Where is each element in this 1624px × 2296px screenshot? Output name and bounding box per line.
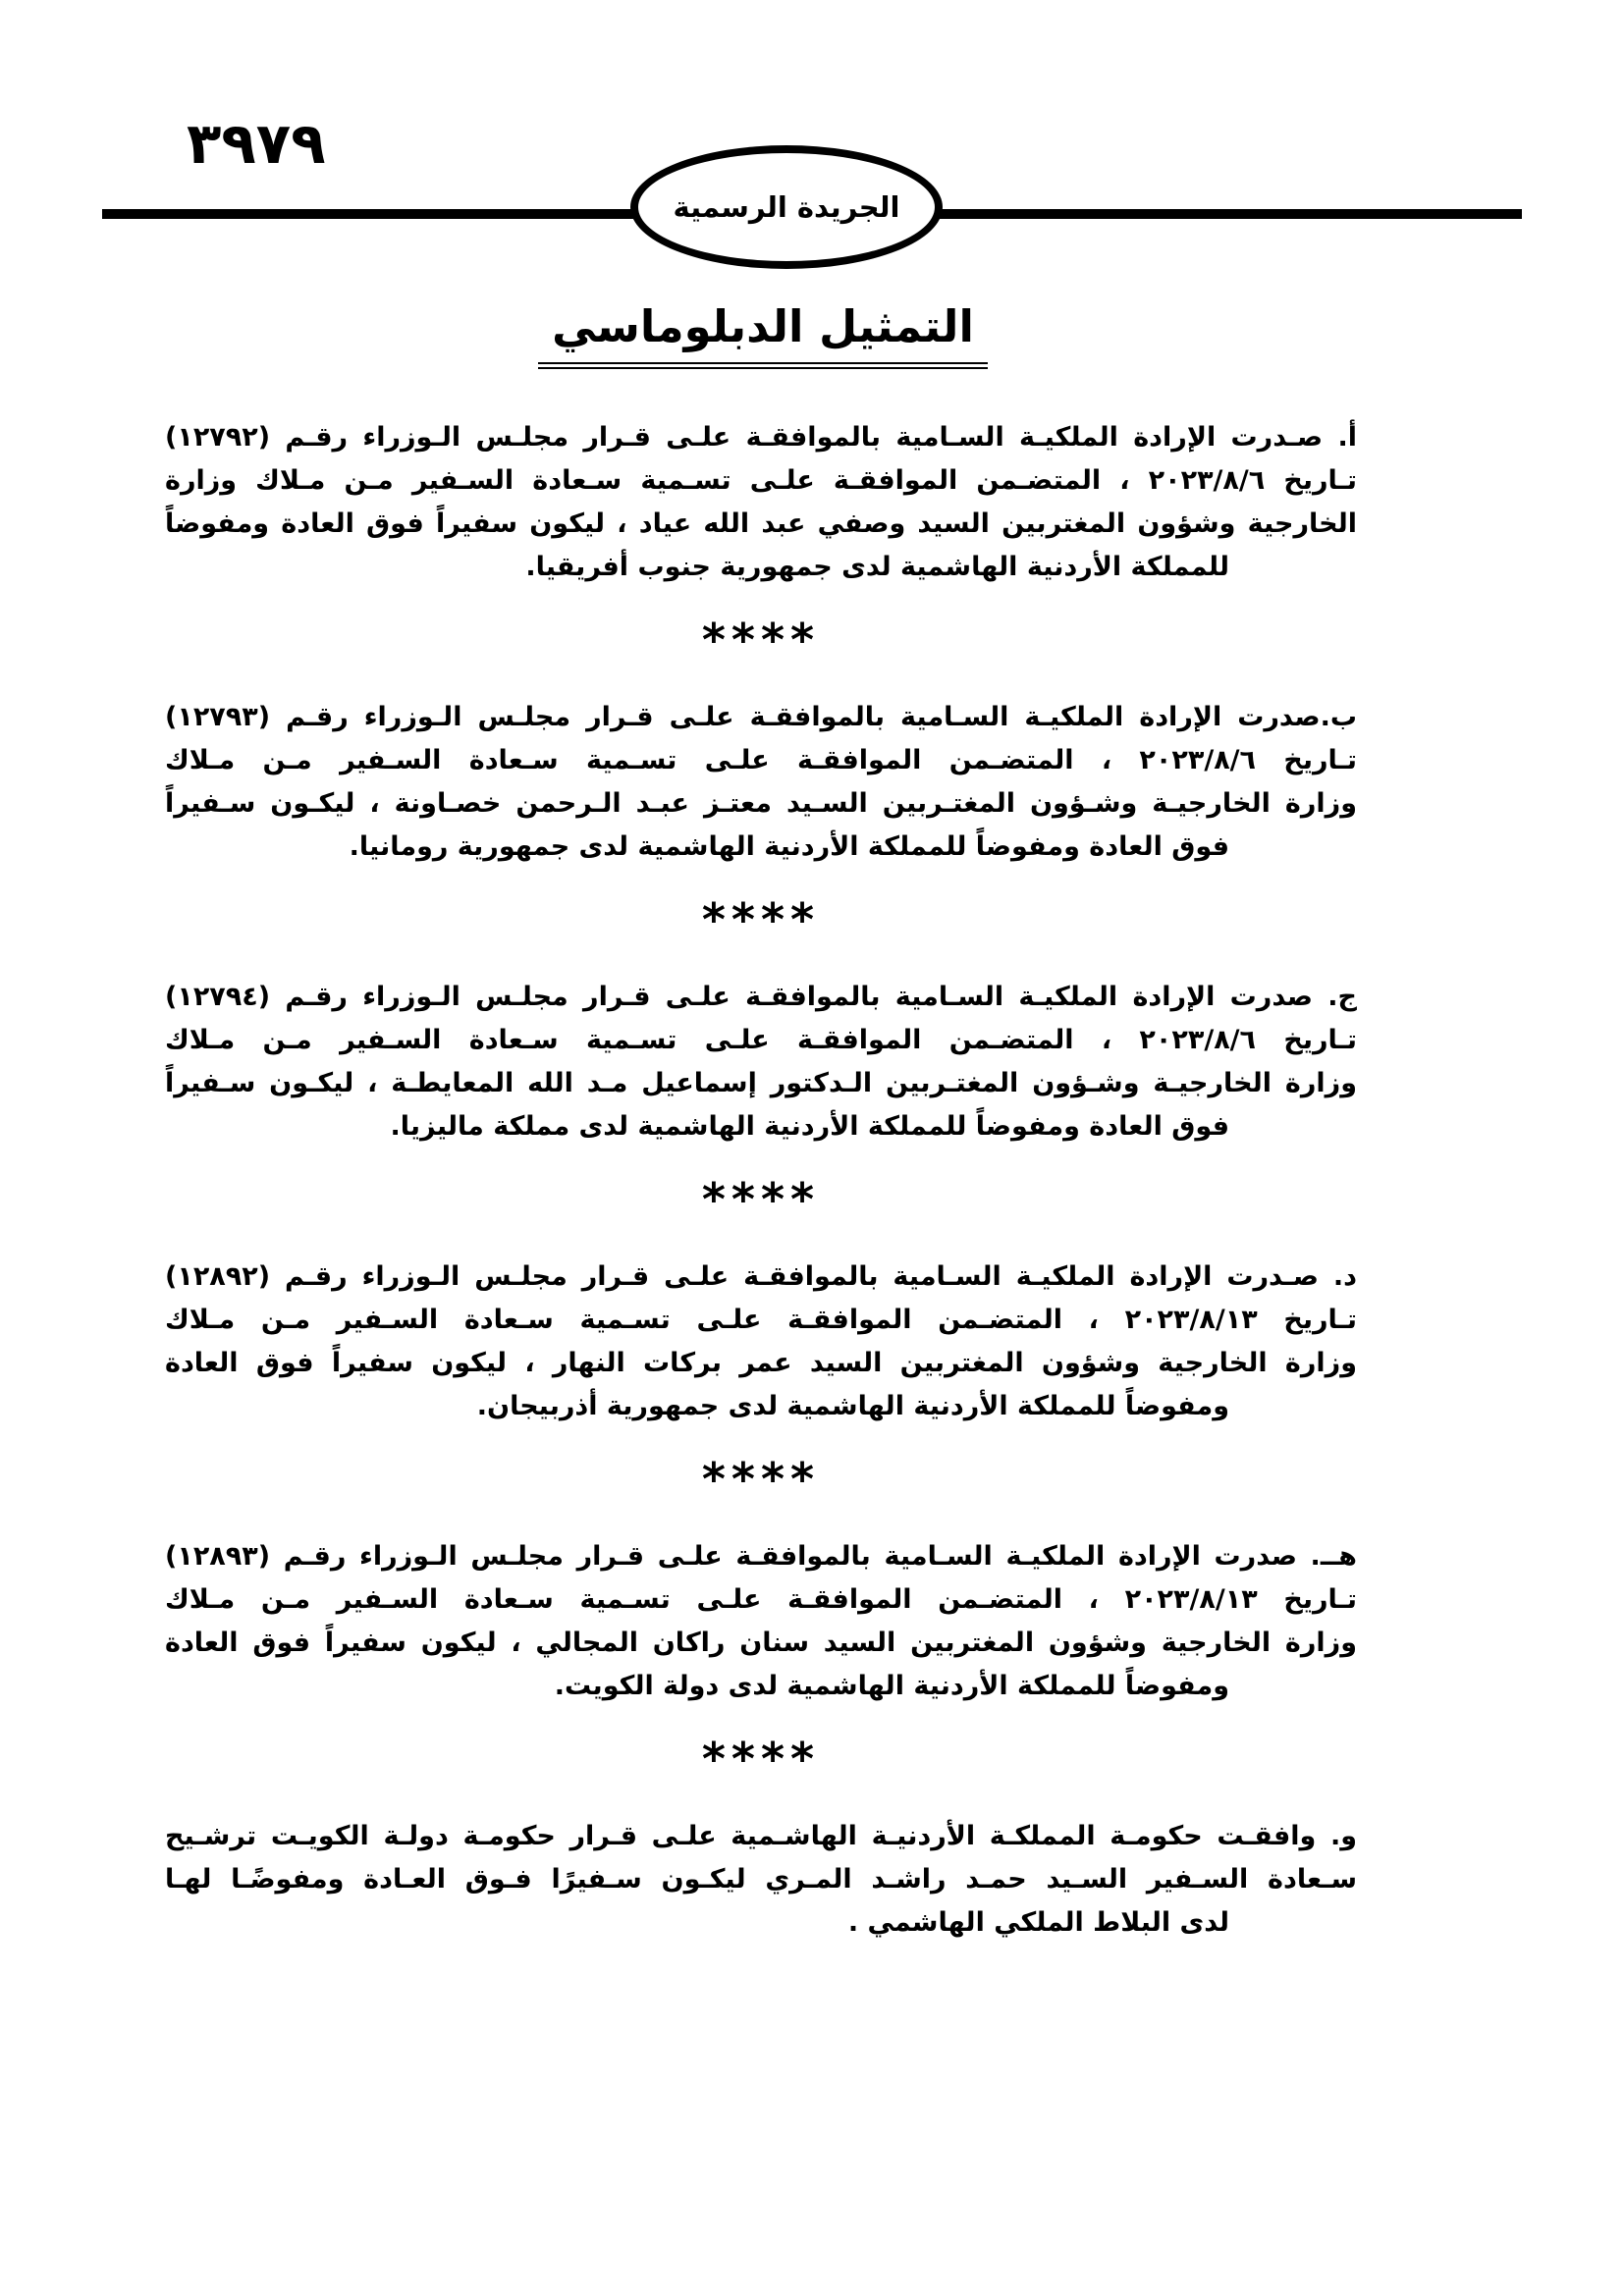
paragraph-d (165, 1255, 1357, 1428)
paragraph-line: تـاريخ ٢٠٢٣/٨/٦ ، المتضـمن الموافقـة علـى تسـمية سـعادة السـفير مـن مـلاك (165, 1025, 1357, 1055)
paragraph-h (165, 1535, 1357, 1708)
paragraph-line: ج. صدرت الإرادة الملكيـة السـامية بالموافقـة علـى قـرار مجلـس الـوزراء رقـم (١٢٧٩٤) (165, 982, 1357, 1012)
paragraph-w (165, 1815, 1357, 1945)
paragraph-line: و. وافقـت حكومـة المملكـة الأردنيـة الهاشـمية علـى قـرار حكومـة دولـة الكويـت ترشـيح (165, 1821, 1357, 1851)
paragraph-line: تـاريخ ٢٠٢٣/٨/٦ ، المتضـمن الموافقـة علـى تسـمية سـعادة السـفير مـن مـلاك وزارة (165, 465, 1357, 496)
paragraph-line: لدى البلاط الملكي الهاشمي . (847, 1907, 1229, 1938)
paragraph-line: ومفوضاً للمملكة الأردنية الهاشمية لدى دولة الكويت. (554, 1671, 1229, 1701)
paragraph-line: فوق العادة ومفوضاً للمملكة الأردنية الهاشمية لدى مملكة ماليزيا. (390, 1111, 1229, 1142)
paragraph-line: فوق العادة ومفوضاً للمملكة الأردنية الهاشمية لدى جمهورية رومانيا. (349, 831, 1229, 862)
paragraph-line: وزارة الخارجيـة وشـؤون المغتـربين السـيد معتـز عبـد الـرحمن خصـاونة ، ليكـون سـفيراً (165, 788, 1357, 819)
page-number: ٣٩٧٩ (187, 110, 326, 177)
page-title-row (0, 300, 1526, 369)
section-separator: **** (701, 898, 821, 941)
paragraph-line: للمملكة الأردنية الهاشمية لدى جمهورية جنوب أفريقيا. (525, 552, 1229, 582)
paragraph-line: أ. صـدرت الإرادة الملكيـة السـامية بالموافقـة علـى قـرار مجلـس الـوزراء رقـم (١٢٧٩٢) (165, 422, 1357, 453)
section-separator: **** (701, 618, 821, 662)
paragraph-b (165, 696, 1357, 869)
paragraph-line: وزارة الخارجية وشؤون المغتربين السيد سنان راكان المجالي ، ليكون سفيراً فوق العادة (165, 1628, 1357, 1658)
paragraph-line: ومفوضاً للمملكة الأردنية الهاشمية لدى جمهورية أذربيجان. (476, 1391, 1229, 1421)
gazette-banner-text: الجريدة الرسمية (673, 190, 900, 224)
paragraph-line: ب.صدرت الإرادة الملكيـة السـامية بالموافقـة علـى قـرار مجلـس الـوزراء رقـم (١٢٧٩٣) (165, 702, 1357, 732)
paragraph-line: سـعادة السـفير السـيد حمـد راشـد المـري ليكـون سـفيرًا فـوق العـادة ومفوضًـا لهـا (165, 1864, 1357, 1895)
gazette-banner-oval (630, 145, 943, 269)
section-separator: **** (701, 1737, 821, 1781)
section-separator: **** (701, 1178, 821, 1221)
document-body (165, 416, 1357, 1945)
paragraph-line: تـاريخ ٢٠٢٣/٨/١٣ ، المتضـمن الموافقـة علـى تسـمية سـعادة السـفير مـن مـلاك (165, 1305, 1357, 1335)
paragraph-line: تـاريخ ٢٠٢٣/٨/٦ ، المتضـمن الموافقـة علـى تسـمية سـعادة السـفير مـن مـلاك (165, 745, 1357, 775)
paragraph-a (165, 416, 1357, 589)
paragraph-line: وزارة الخارجية وشؤون المغتربين السيد عمر بركات النهار ، ليكون سفيراً فوق العادة (165, 1348, 1357, 1378)
section-separator: **** (701, 1458, 821, 1501)
paragraph-line: الخارجية وشؤون المغتربين السيد وصفي عبد الله عياد ، ليكون سفيراً فوق العادة ومفوضاً (165, 508, 1357, 539)
paragraph-line: هــ. صدرت الإرادة الملكيـة السـامية بالموافقـة علـى قـرار مجلـس الـوزراء رقـم (١٢٨٩٣) (165, 1541, 1357, 1572)
paragraph-line: تـاريخ ٢٠٢٣/٨/١٣ ، المتضـمن الموافقـة علـى تسـمية سـعادة السـفير مـن مـلاك (165, 1584, 1357, 1615)
paragraph-line: د. صـدرت الإرادة الملكيـة السـامية بالموافقـة علـى قـرار مجلـس الـوزراء رقـم (١٢٨٩٢) (165, 1261, 1357, 1292)
page-title: التمثيل الدبلوماسي (538, 300, 988, 369)
paragraph-j (165, 976, 1357, 1148)
paragraph-line: وزارة الخارجيـة وشـؤون المغتـربين الـدكتور إسماعيل مـد الله المعايطـة ، ليكـون سـفيراً (165, 1068, 1357, 1098)
